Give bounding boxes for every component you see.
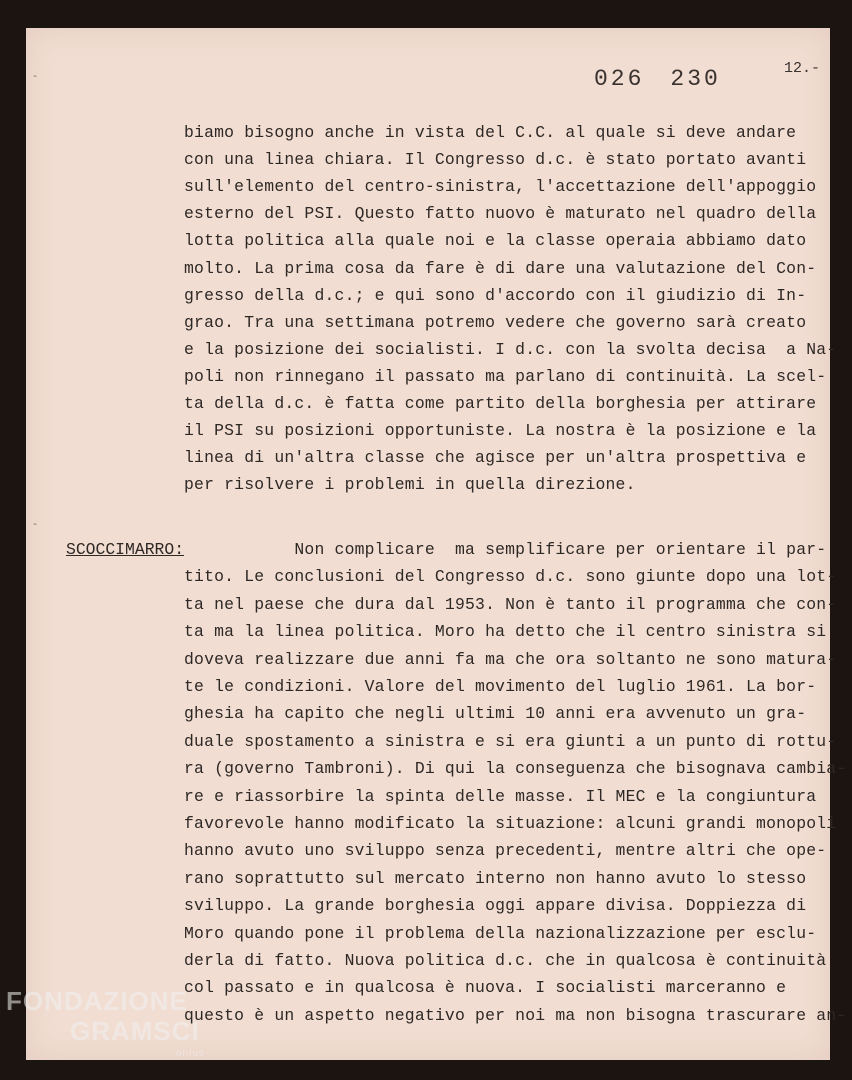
- text-line: con una linea chiara. Il Congresso d.c. è stato portato avanti: [184, 150, 807, 170]
- text-line: Non complicare ma semplificare per orientare il par-: [184, 540, 827, 559]
- text-line: poli non rinnegano il passato ma parlano di continuità. La scel-: [184, 366, 827, 386]
- text-line: Moro quando pone il problema della nazionalizzazione per esclu-: [184, 923, 817, 943]
- archive-number-part-1: 026: [594, 66, 645, 92]
- text-line: ra (governo Tambroni). Di qui la conseguenza che bisognava cambia-: [184, 759, 847, 779]
- text-line: ghesia ha capito che negli ultimi 10 anni era avvenuto un gra-: [184, 704, 807, 724]
- text-line: duale spostamento a sinistra e si era giunti a un punto di rottu-: [184, 731, 837, 751]
- document-page: [26, 28, 847, 1060]
- text-line: re e riassorbire la spinta delle masse. Il MEC e la congiuntura: [184, 786, 817, 806]
- speaker-name: SCOCCIMARRO:: [66, 540, 185, 559]
- archive-number: [594, 66, 747, 92]
- text-line: sviluppo. La grande borghesia oggi appare divisa. Doppiezza di: [184, 896, 807, 916]
- text-line: tito. Le conclusioni del Congresso d.c. sono giunte dopo una lot-: [184, 567, 837, 587]
- text-line: molto. La prima cosa da fare è di dare una valutazione del Con-: [184, 258, 817, 278]
- text-line: biamo bisogno anche in vista del C.C. al quale si deve andare: [184, 123, 797, 142]
- margin-mark: -: [32, 72, 39, 83]
- text-line: favorevole hanno modificato la situazione: alcuni grandi monopoli: [184, 814, 837, 833]
- watermark-logo: [0, 978, 260, 1068]
- text-line: te le condizioni. Valore del movimento del luglio 1961. La bor-: [184, 677, 817, 696]
- watermark-line-1: FONDAZIONE: [6, 986, 188, 1016]
- text-line: rano soprattutto sul mercato interno non hanno avuto lo stesso: [184, 868, 807, 888]
- margin-mark: -: [32, 520, 39, 531]
- watermark-line-3: onlus: [176, 1048, 205, 1059]
- text-line: ta della d.c. è fatta come partito della borghesia per attirare: [184, 394, 817, 413]
- text-line: ta ma la linea politica. Moro ha detto che il centro sinistra si: [184, 622, 827, 642]
- text-line: gresso della d.c.; e qui sono d'accordo con il giudizio di In-: [184, 285, 807, 305]
- text-line: col passato e in qualcosa è nuova. I socialisti marceranno e: [184, 978, 787, 998]
- page-number: 12.-: [784, 60, 821, 77]
- text-line: il PSI su posizioni opportuniste. La nostra è la posizione e la: [184, 421, 817, 441]
- text-line: questo è un aspetto negativo per noi ma non bisogna trascurare an-: [184, 1005, 847, 1025]
- text-line: doveva realizzare due anni fa ma che ora soltanto ne sono matura-: [184, 649, 837, 669]
- text-line: grao. Tra una settimana potremo vedere che governo sarà creato: [184, 312, 807, 332]
- text-line: ta nel paese che dura dal 1953. Non è tanto il programma che con-: [184, 594, 837, 614]
- text-line: lotta politica alla quale noi e la classe operaia abbiamo dato: [184, 231, 807, 251]
- text-line: e la posizione dei socialisti. I d.c. con la svolta decisa a Na-: [184, 339, 837, 359]
- text-line: derla di fatto. Nuova politica d.c. che in qualcosa è continuità: [184, 951, 827, 970]
- text-line: esterno del PSI. Questo fatto nuovo è maturato nel quadro della: [184, 204, 817, 224]
- watermark-line-2: GRAMSCI: [70, 1016, 200, 1046]
- text-line: linea di un'altra classe che agisce per un'altra prospettiva e: [184, 448, 807, 468]
- text-line: sull'elemento del centro-sinistra, l'accettazione dell'appoggio: [184, 177, 817, 197]
- text-line: hanno avuto uno sviluppo senza precedenti, mentre altri che ope-: [184, 841, 827, 861]
- archive-number-part-2: 230: [670, 66, 721, 92]
- text-line: per risolvere i problemi in quella direzione.: [184, 475, 636, 495]
